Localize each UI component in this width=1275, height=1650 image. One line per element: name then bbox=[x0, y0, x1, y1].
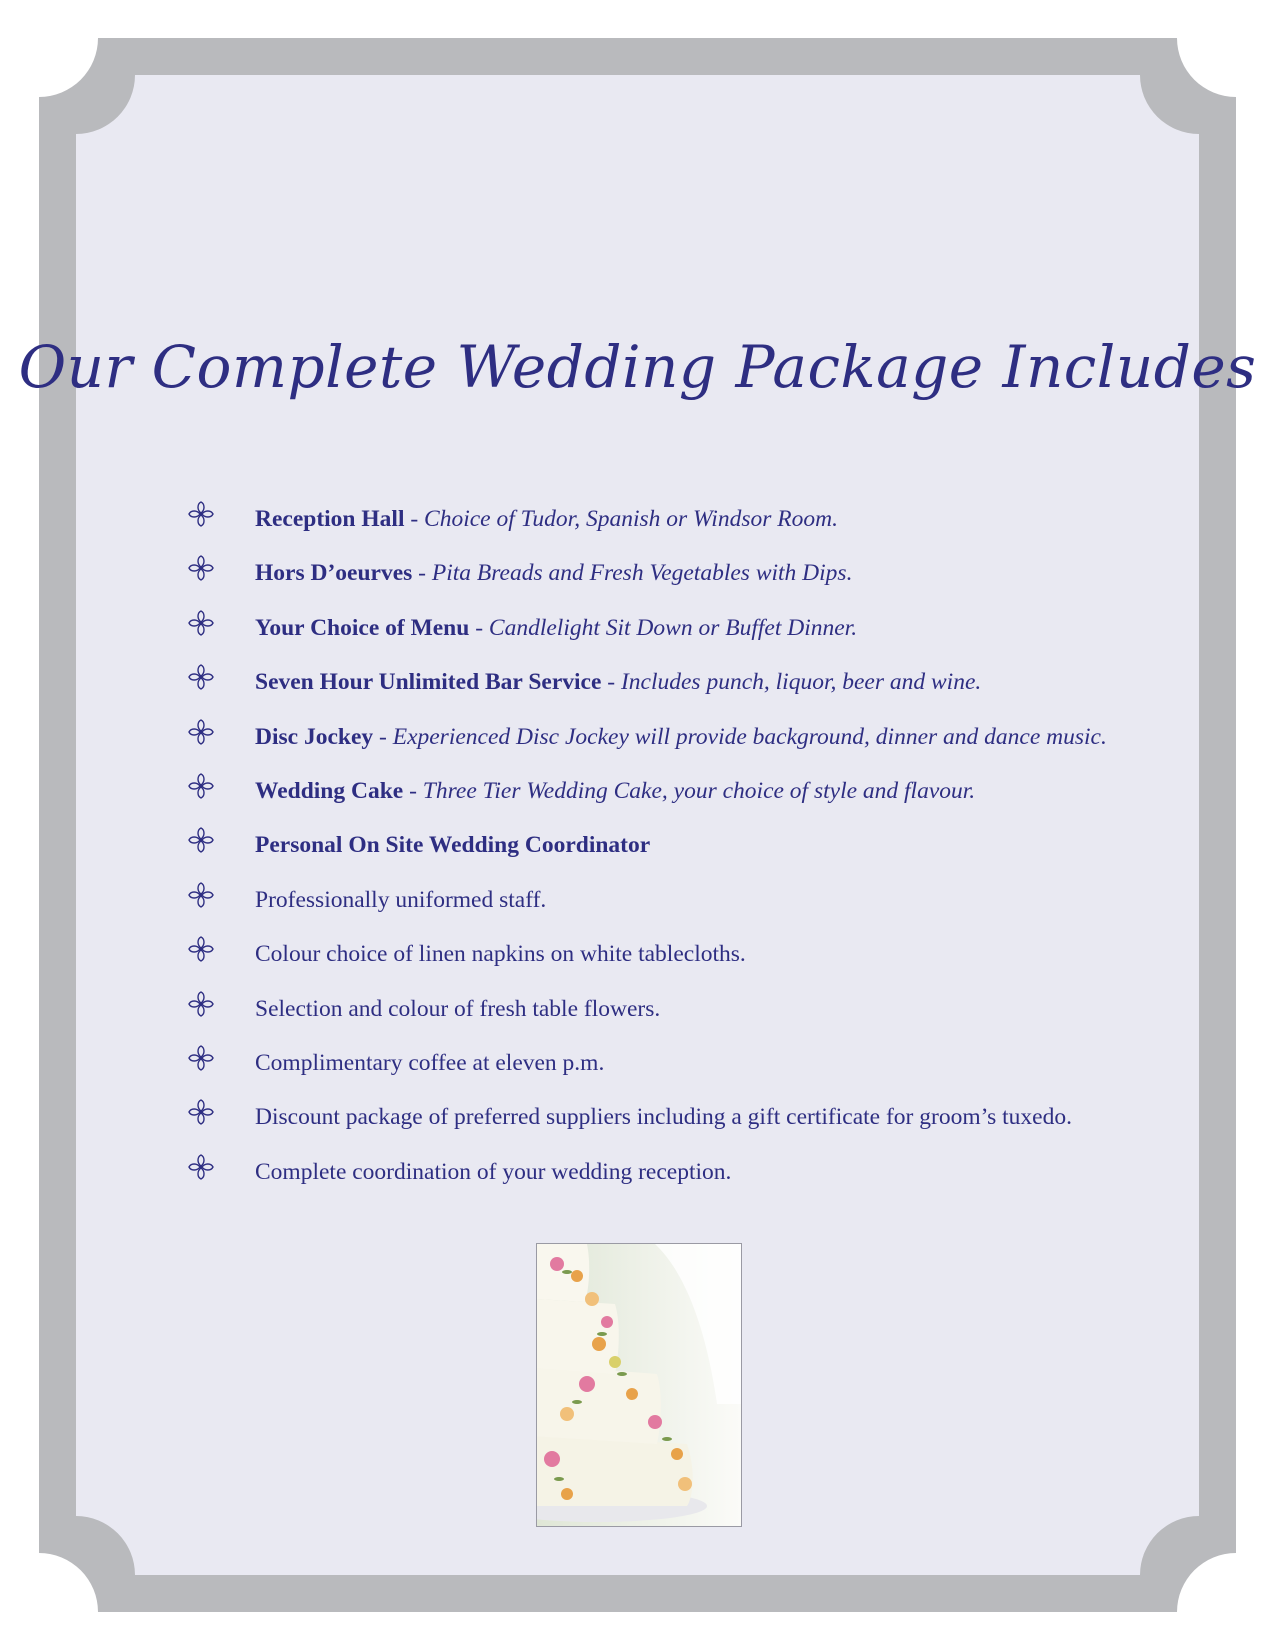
list-item bbox=[188, 508, 1107, 562]
item-description: Candlelight Sit Down or Buffet Dinner. bbox=[488, 614, 858, 641]
list-item bbox=[188, 886, 1107, 943]
item-label: Personal On Site Wedding Coordinator bbox=[255, 832, 651, 859]
item-separator: - bbox=[403, 777, 423, 804]
item-description: Includes punch, liquor, beer and wine. bbox=[620, 669, 982, 696]
flourish-icon bbox=[188, 827, 214, 853]
item-separator: - bbox=[373, 723, 393, 750]
flourish-icon bbox=[188, 610, 214, 636]
flourish-icon bbox=[188, 1154, 214, 1180]
item-label: Reception Hall bbox=[255, 506, 405, 532]
flourish-icon bbox=[188, 773, 214, 799]
item-separator: - bbox=[601, 669, 621, 696]
list-item bbox=[188, 614, 1107, 671]
item-description: Choice of Tudor, Spanish or Windsor Room. bbox=[424, 506, 838, 532]
flourish-icon bbox=[188, 555, 214, 581]
flourish-icon bbox=[188, 501, 214, 527]
list-item bbox=[188, 834, 1107, 888]
item-separator: Professionally uniformed staff. bbox=[255, 886, 547, 913]
list-item bbox=[188, 723, 1107, 780]
flourish-icon bbox=[188, 936, 214, 962]
list-item bbox=[188, 1106, 1107, 1160]
item-label: Your Choice of Menu bbox=[255, 614, 470, 641]
list-item bbox=[188, 777, 1107, 834]
item-separator: Selection and colour of fresh table flowers. bbox=[255, 995, 661, 1022]
cake-illustration bbox=[537, 1244, 741, 1526]
list-item bbox=[188, 671, 1107, 725]
list-item bbox=[188, 943, 1107, 997]
page-title: Our Complete Wedding Package Includes bbox=[18, 333, 1257, 401]
flourish-icon bbox=[188, 664, 214, 690]
list-item bbox=[188, 1158, 1107, 1215]
item-label: Disc Jockey bbox=[255, 723, 374, 750]
list-item bbox=[188, 562, 1107, 616]
item-separator: - bbox=[412, 560, 432, 587]
item-separator: Colour choice of linen napkins on white tablecloths. bbox=[255, 941, 746, 968]
wedding-cake-photo bbox=[536, 1243, 742, 1527]
package-list bbox=[188, 508, 1107, 1215]
flourish-icon bbox=[188, 1045, 214, 1071]
item-description: Three Tier Wedding Cake, your choice of style and flavour. bbox=[422, 777, 976, 804]
flourish-icon bbox=[188, 719, 214, 745]
list-item bbox=[188, 995, 1107, 1052]
item-separator: - bbox=[404, 506, 425, 532]
item-separator: Discount package of preferred suppliers including a gift certificate for groom’s tuxedo. bbox=[255, 1104, 1072, 1131]
item-label: Seven Hour Unlimited Bar Service bbox=[255, 669, 602, 696]
item-separator: - bbox=[469, 614, 489, 641]
item-label: Hors D’oeurves bbox=[255, 560, 413, 587]
item-description: Pita Breads and Fresh Vegetables with Dips. bbox=[431, 560, 853, 587]
list-item bbox=[188, 1049, 1107, 1106]
item-description: Experienced Disc Jockey will provide background, dinner and dance music. bbox=[392, 723, 1107, 750]
flourish-icon bbox=[188, 991, 214, 1017]
item-separator: Complete coordination of your wedding reception. bbox=[255, 1158, 732, 1185]
flourish-icon bbox=[188, 1099, 214, 1125]
flourish-icon bbox=[188, 882, 214, 908]
item-label: Wedding Cake bbox=[255, 777, 404, 804]
item-separator: Complimentary coffee at eleven p.m. bbox=[255, 1049, 605, 1076]
